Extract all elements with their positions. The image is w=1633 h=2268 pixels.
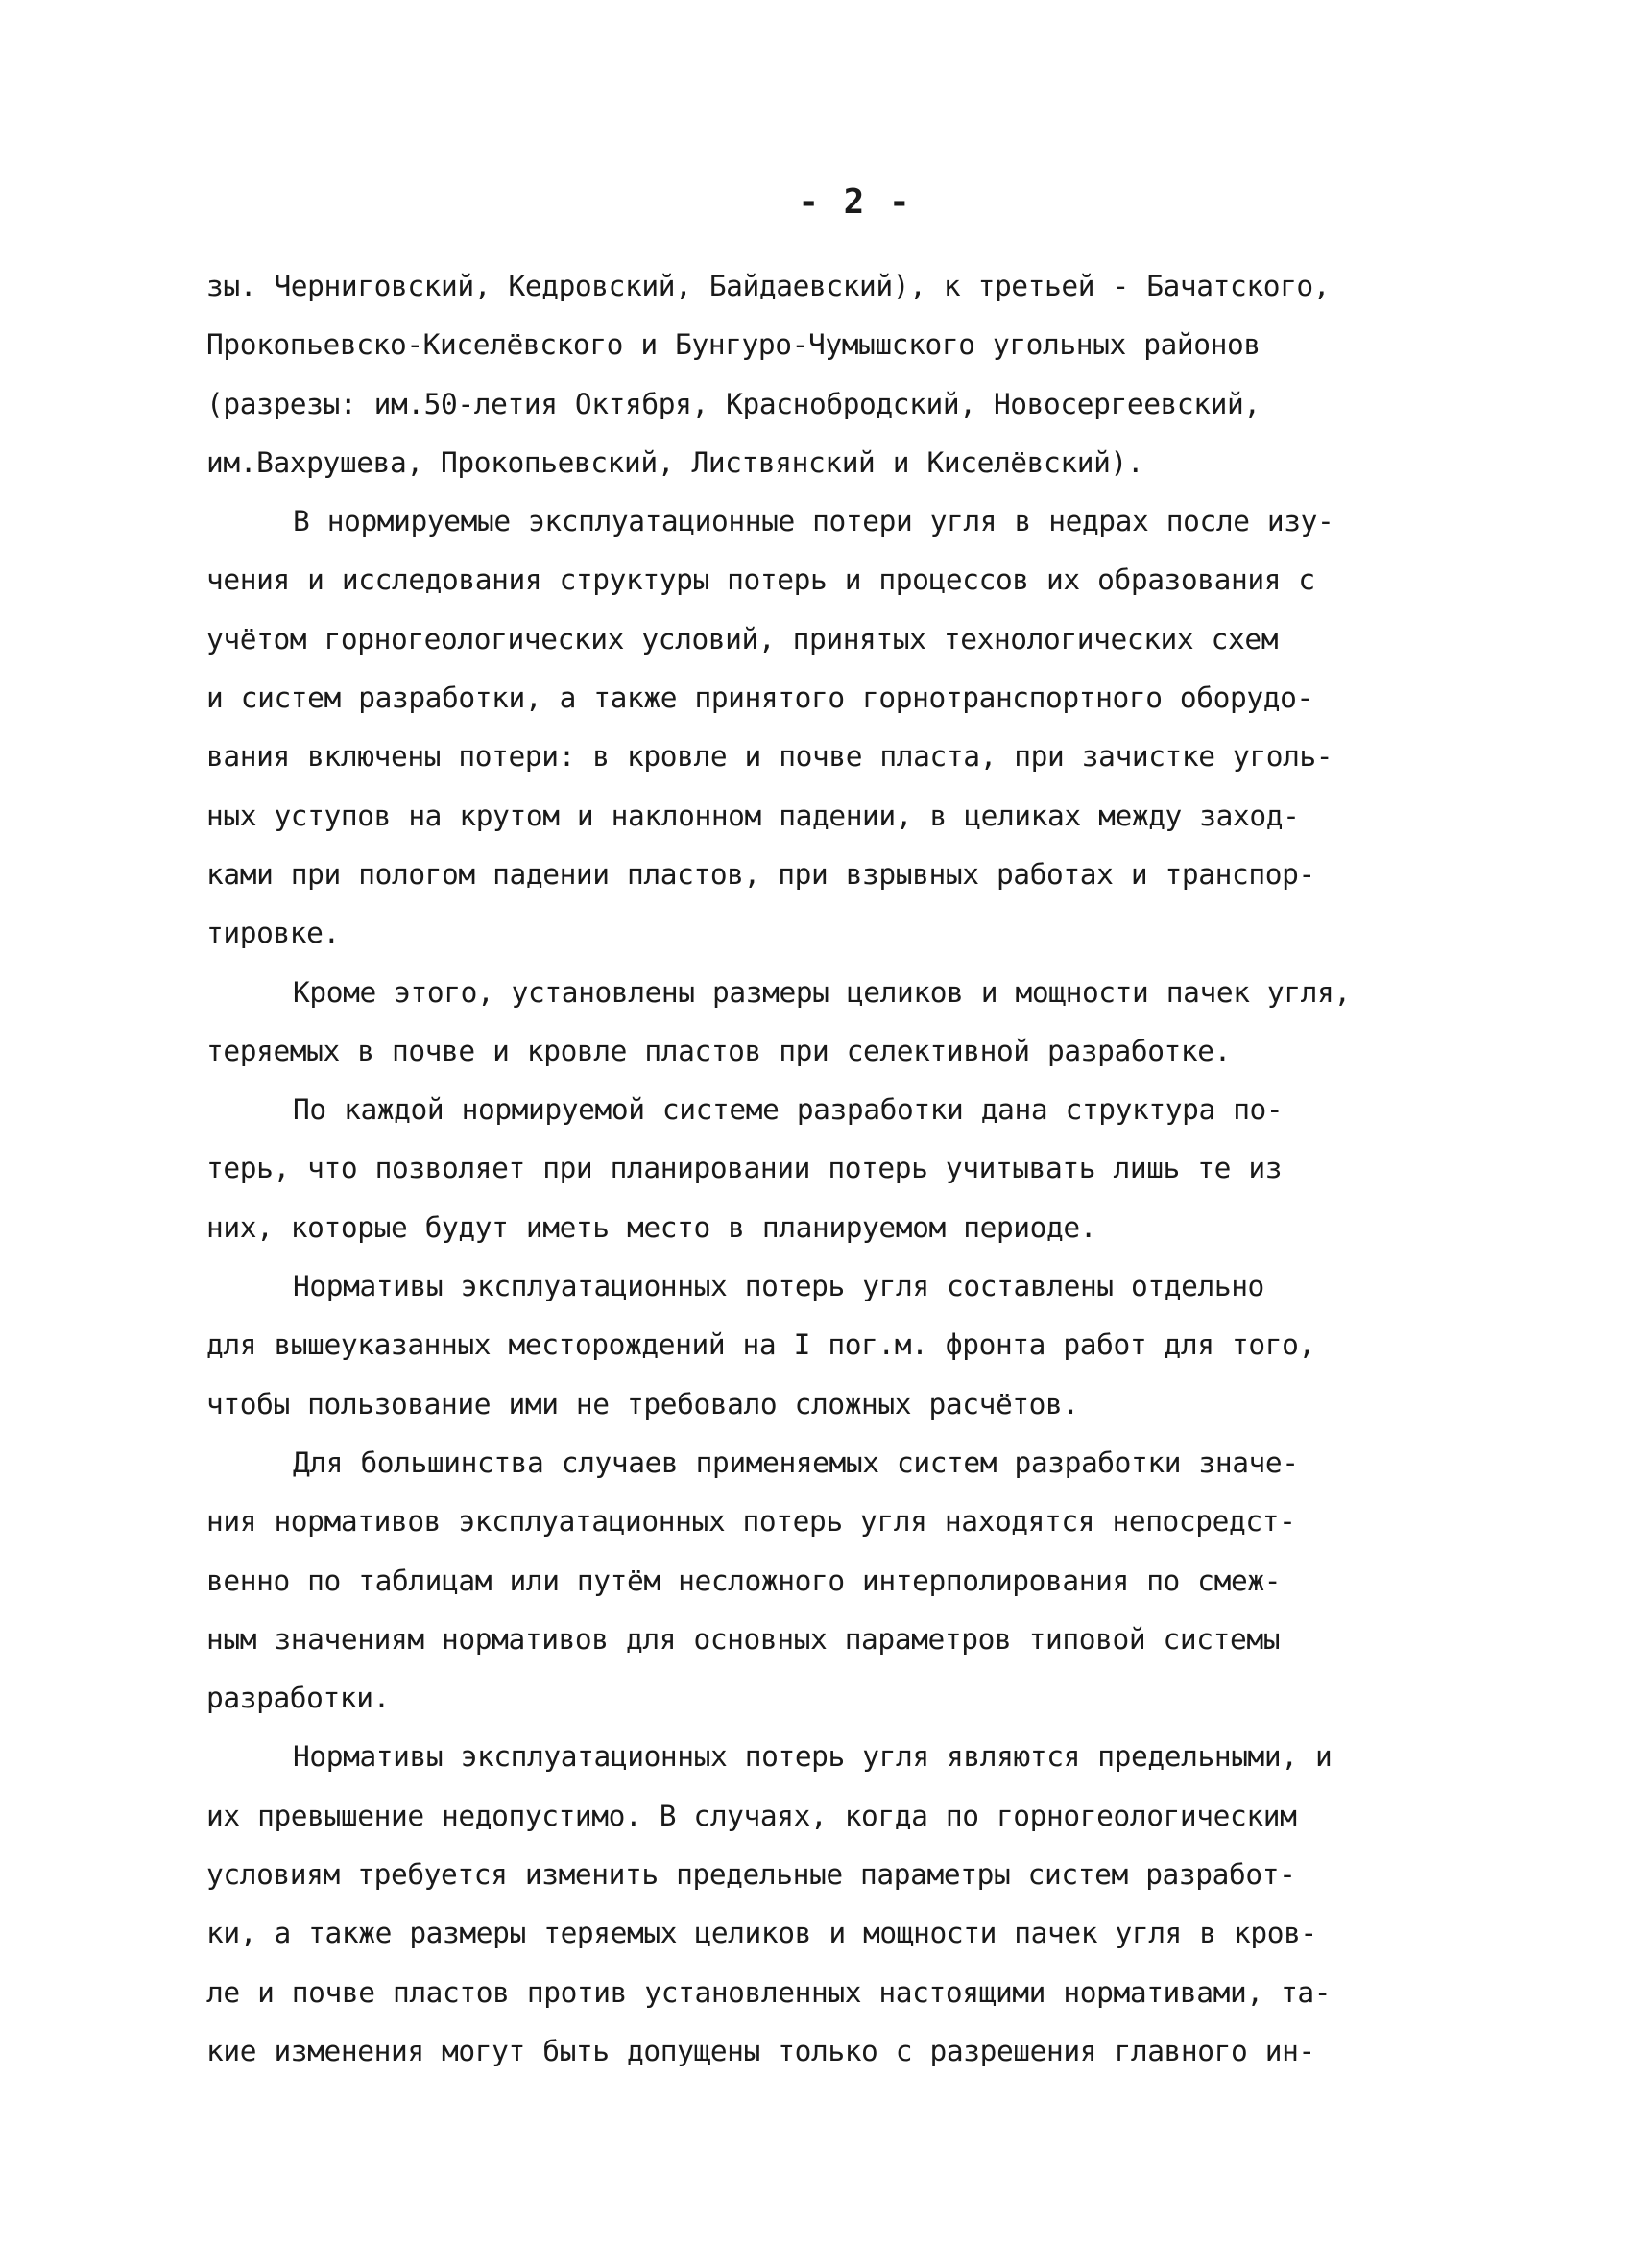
text-line: им.Вахрушева, Прокопьевский, Листвянский и Киселёвский).: [206, 445, 1144, 479]
text-line: чения и исследования структуры потерь и процессов их образования с: [206, 563, 1315, 597]
paragraph-first-line: Для большинства случаев применяемых систем разработки значе-: [293, 1445, 1299, 1479]
text-line: разработки.: [206, 1682, 390, 1715]
text-line: ным значениям нормативов для основных параметров типовой системы: [206, 1622, 1281, 1656]
text-line: зы. Черниговский, Кедровский, Байдаевский), к третьей - Бачатского,: [206, 270, 1331, 302]
text-line: ния нормативов эксплуатационных потерь угля находятся непосредст-: [206, 1505, 1296, 1539]
text-line: условиям требуется изменить предельные параметры систем разработ-: [206, 1858, 1296, 1892]
text-line: теряемых в почве и кровле пластов при селективной разработке.: [206, 1034, 1231, 1067]
text-line: ками при пологом падении пластов, при взрывных работах и транспор-: [206, 857, 1315, 891]
text-line: ле и почве пластов против установленных настоящими нормативами, та-: [206, 1975, 1332, 2009]
text-line: вания включены потери: в кровле и почве пласта, при зачистке уголь-: [206, 740, 1333, 774]
text-line: ных уступов на крутом и наклонном падении, в целиках между заход-: [206, 799, 1300, 832]
text-line: чтобы пользование ими не требовало сложных расчётов.: [206, 1387, 1079, 1420]
text-line: учётом горногеологических условий, принятых технологических схем: [206, 622, 1279, 656]
text-line: терь, что позволяет при планировании потерь учитывать лишь те из: [206, 1152, 1283, 1185]
text-line: венно по таблицам или путём несложного интерполирования по смеж-: [206, 1564, 1282, 1597]
text-line: для вышеуказанных месторождений на I пог.м. фронта работ для того,: [206, 1328, 1315, 1362]
text-line: ки, а также размеры теряемых целиков и мощности пачек угля в кров-: [206, 1917, 1317, 1950]
text-line: их превышение недопустимо. В случаях, когда по горногеологическим: [206, 1799, 1297, 1832]
text-line: кие изменения могут быть допущены только с разрешения главного ин-: [206, 2034, 1315, 2067]
paragraph-first-line: В нормируемые эксплуатационные потери угля в недрах после изу-: [293, 505, 1334, 538]
paragraph-first-line: Нормативы эксплуатационных потерь угля являются предельными, и: [293, 1740, 1333, 1774]
text-line: них, которые будут иметь место в планируемом периоде.: [206, 1210, 1097, 1244]
text-line: тировке.: [206, 917, 340, 950]
text-line: (разрезы: им.50-летия Октября, Краснобродский, Новосергеевский,: [206, 387, 1261, 420]
text-line: Прокопьевско-Киселёвского и Бунгуро-Чумышского угольных районов: [206, 328, 1261, 362]
text-line: и систем разработки, а также принятого горнотранспортного оборудо-: [206, 681, 1313, 715]
paragraph-first-line: По каждой нормируемой системе разработки дана структура по-: [293, 1093, 1284, 1127]
paragraph-first-line: Кроме этого, установлены размеры целиков и мощности пачек угля,: [293, 975, 1351, 1009]
body-text: [206, 257, 1426, 2081]
paragraph-first-line: Нормативы эксплуатационных потерь угля составлены отдельно: [293, 1270, 1264, 1303]
page-number: - 2 -: [798, 182, 912, 222]
